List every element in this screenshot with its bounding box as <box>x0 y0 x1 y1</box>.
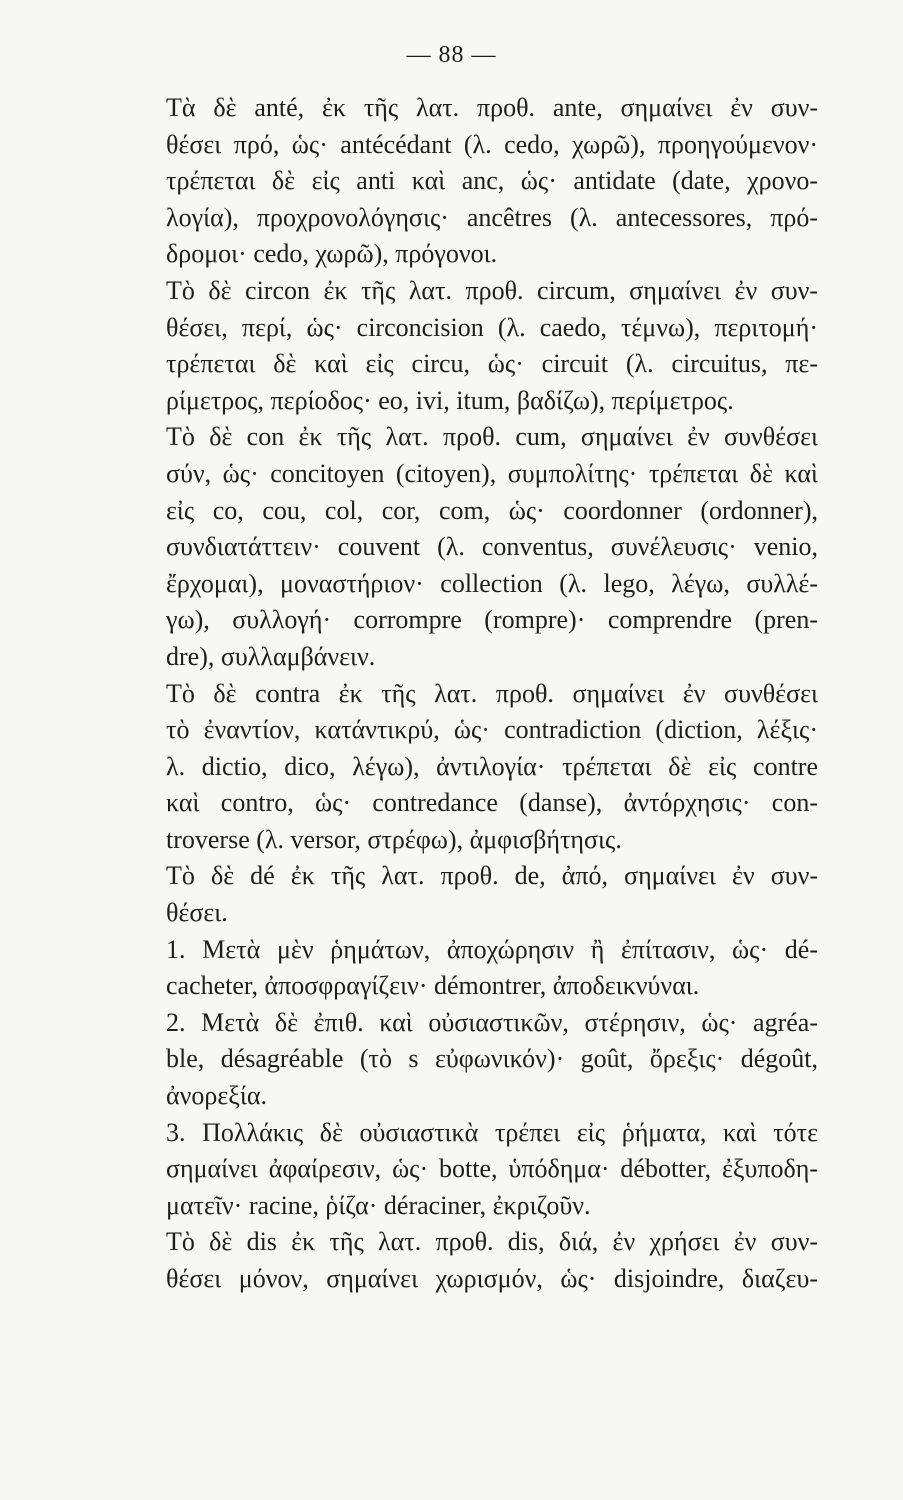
text-line: συνδιατάττειν· couvent (λ. conventus, συνέλευσις· venio, <box>166 532 818 562</box>
text-line: τὸ ἐναντίον, κατάντικρύ, ὡς· contradiction (diction, λέξις· <box>166 715 818 745</box>
text-line: θέσει μόνον, σημαίνει χωρισμόν, ὡς· disjoindre, διαζευ- <box>166 1264 818 1293</box>
text-line: dre), συλλαμβάνειν. <box>166 641 376 671</box>
text-line: τρέπεται δὲ εἰς anti καὶ anc, ὡς· antidate (date, χρονο- <box>166 166 818 196</box>
text-line: Τὰ δὲ anté, ἐκ τῆς λατ. προθ. ante, σημαίνει ἐν συν- <box>166 93 818 122</box>
text-line: Τὸ δὲ dis ἐκ τῆς λατ. προθ. dis, διά, ἐν χρήσει ἐν συν- <box>166 1227 818 1257</box>
text-line: Τὸ δὲ con ἐκ τῆς λατ. προθ. cum, σημαίνει ἐν συνθέσει <box>166 422 818 452</box>
text-line: ματεῖν· racine, ῥίζα· déraciner, ἐκριζοῦν. <box>166 1190 591 1220</box>
text-line: ἀνορεξία. <box>166 1081 267 1111</box>
text-line: σημαίνει ἀφαίρεσιν, ὡς· botte, ὑπόδημα· débotter, ἐξυποδη- <box>166 1154 818 1184</box>
text-line: τρέπεται δὲ καὶ εἰς circu, ὡς· circuit (λ. circuitus, πε- <box>166 349 818 379</box>
text-line: γω), συλλογή· corrompre (rompre)· comprendre (pren- <box>166 605 818 635</box>
text-line: ble, désagréable (τὸ s εὐφωνικόν)· goût, ὄρεξις· dégoût, <box>166 1044 818 1074</box>
text-line: Τὸ δὲ dé ἐκ τῆς λατ. προθ. de, ἀπό, σημαίνει ἐν συν- <box>166 861 818 891</box>
text-line: θέσει, περί, ὡς· circoncision (λ. caedo, τέμνω), περιτομή· <box>166 312 818 342</box>
text-line: 1. Μετὰ μὲν ῥημάτων, ἀποχώρησιν ἢ ἐπίτασιν, ὡς· dé- <box>166 934 818 964</box>
text-line: Τὸ δὲ circon ἐκ τῆς λατ. προθ. circum, σημαίνει ἐν συν- <box>166 275 818 305</box>
text-line: 2. Μετὰ δὲ ἐπιθ. καὶ οὐσιαστικῶν, στέρησιν, ὡς· agréa- <box>166 1007 818 1037</box>
text-line: σύν, ὡς· concitoyen (citoyen), συμπολίτης· τρέπεται δὲ καὶ <box>166 458 818 488</box>
page-number: — 88 — <box>406 42 497 68</box>
text-line: λογία), προχρονολόγησις· ancêtres (λ. antecessores, πρό- <box>166 202 818 232</box>
text-line: ρίμετρος, περίοδος· eo, ivi, itum, βαδίζω), περίμετρος. <box>166 385 734 415</box>
text-line: cacheter, ἀποσφραγίζειν· démontrer, ἀποδεικνύναι. <box>166 971 700 1001</box>
text-line: δρομοι· cedo, χωρῶ), πρόγονοι. <box>166 239 498 269</box>
text-line: ἔρχομαι), μοναστήριον· collection (λ. lego, λέγω, συλλέ- <box>166 568 818 598</box>
text-line: θέσει πρό, ὡς· antécédant (λ. cedo, χωρῶ), προηγούμενον· <box>166 129 818 159</box>
text-line: εἰς co, cou, col, cor, com, ὡς· coordonner (ordonner), <box>166 495 818 525</box>
text-line: καὶ contro, ὡς· contredance (danse), ἀντόρχησις· con- <box>166 788 818 818</box>
body-text <box>166 90 818 1298</box>
text-line: θέσει. <box>166 898 228 928</box>
text-line: λ. dictio, dico, λέγω), ἀντιλογία· τρέπεται δὲ εἰς contre <box>166 751 818 781</box>
text-line: troverse (λ. versor, στρέφω), ἀμφισβήτησις. <box>166 824 622 854</box>
text-line: 3. Πολλάκις δὲ οὐσιαστικὰ τρέπει εἰς ῥήματα, καὶ τότε <box>166 1117 818 1147</box>
text-line: Τὸ δὲ contra ἐκ τῆς λατ. προθ. σημαίνει ἐν συνθέσει <box>166 678 818 708</box>
